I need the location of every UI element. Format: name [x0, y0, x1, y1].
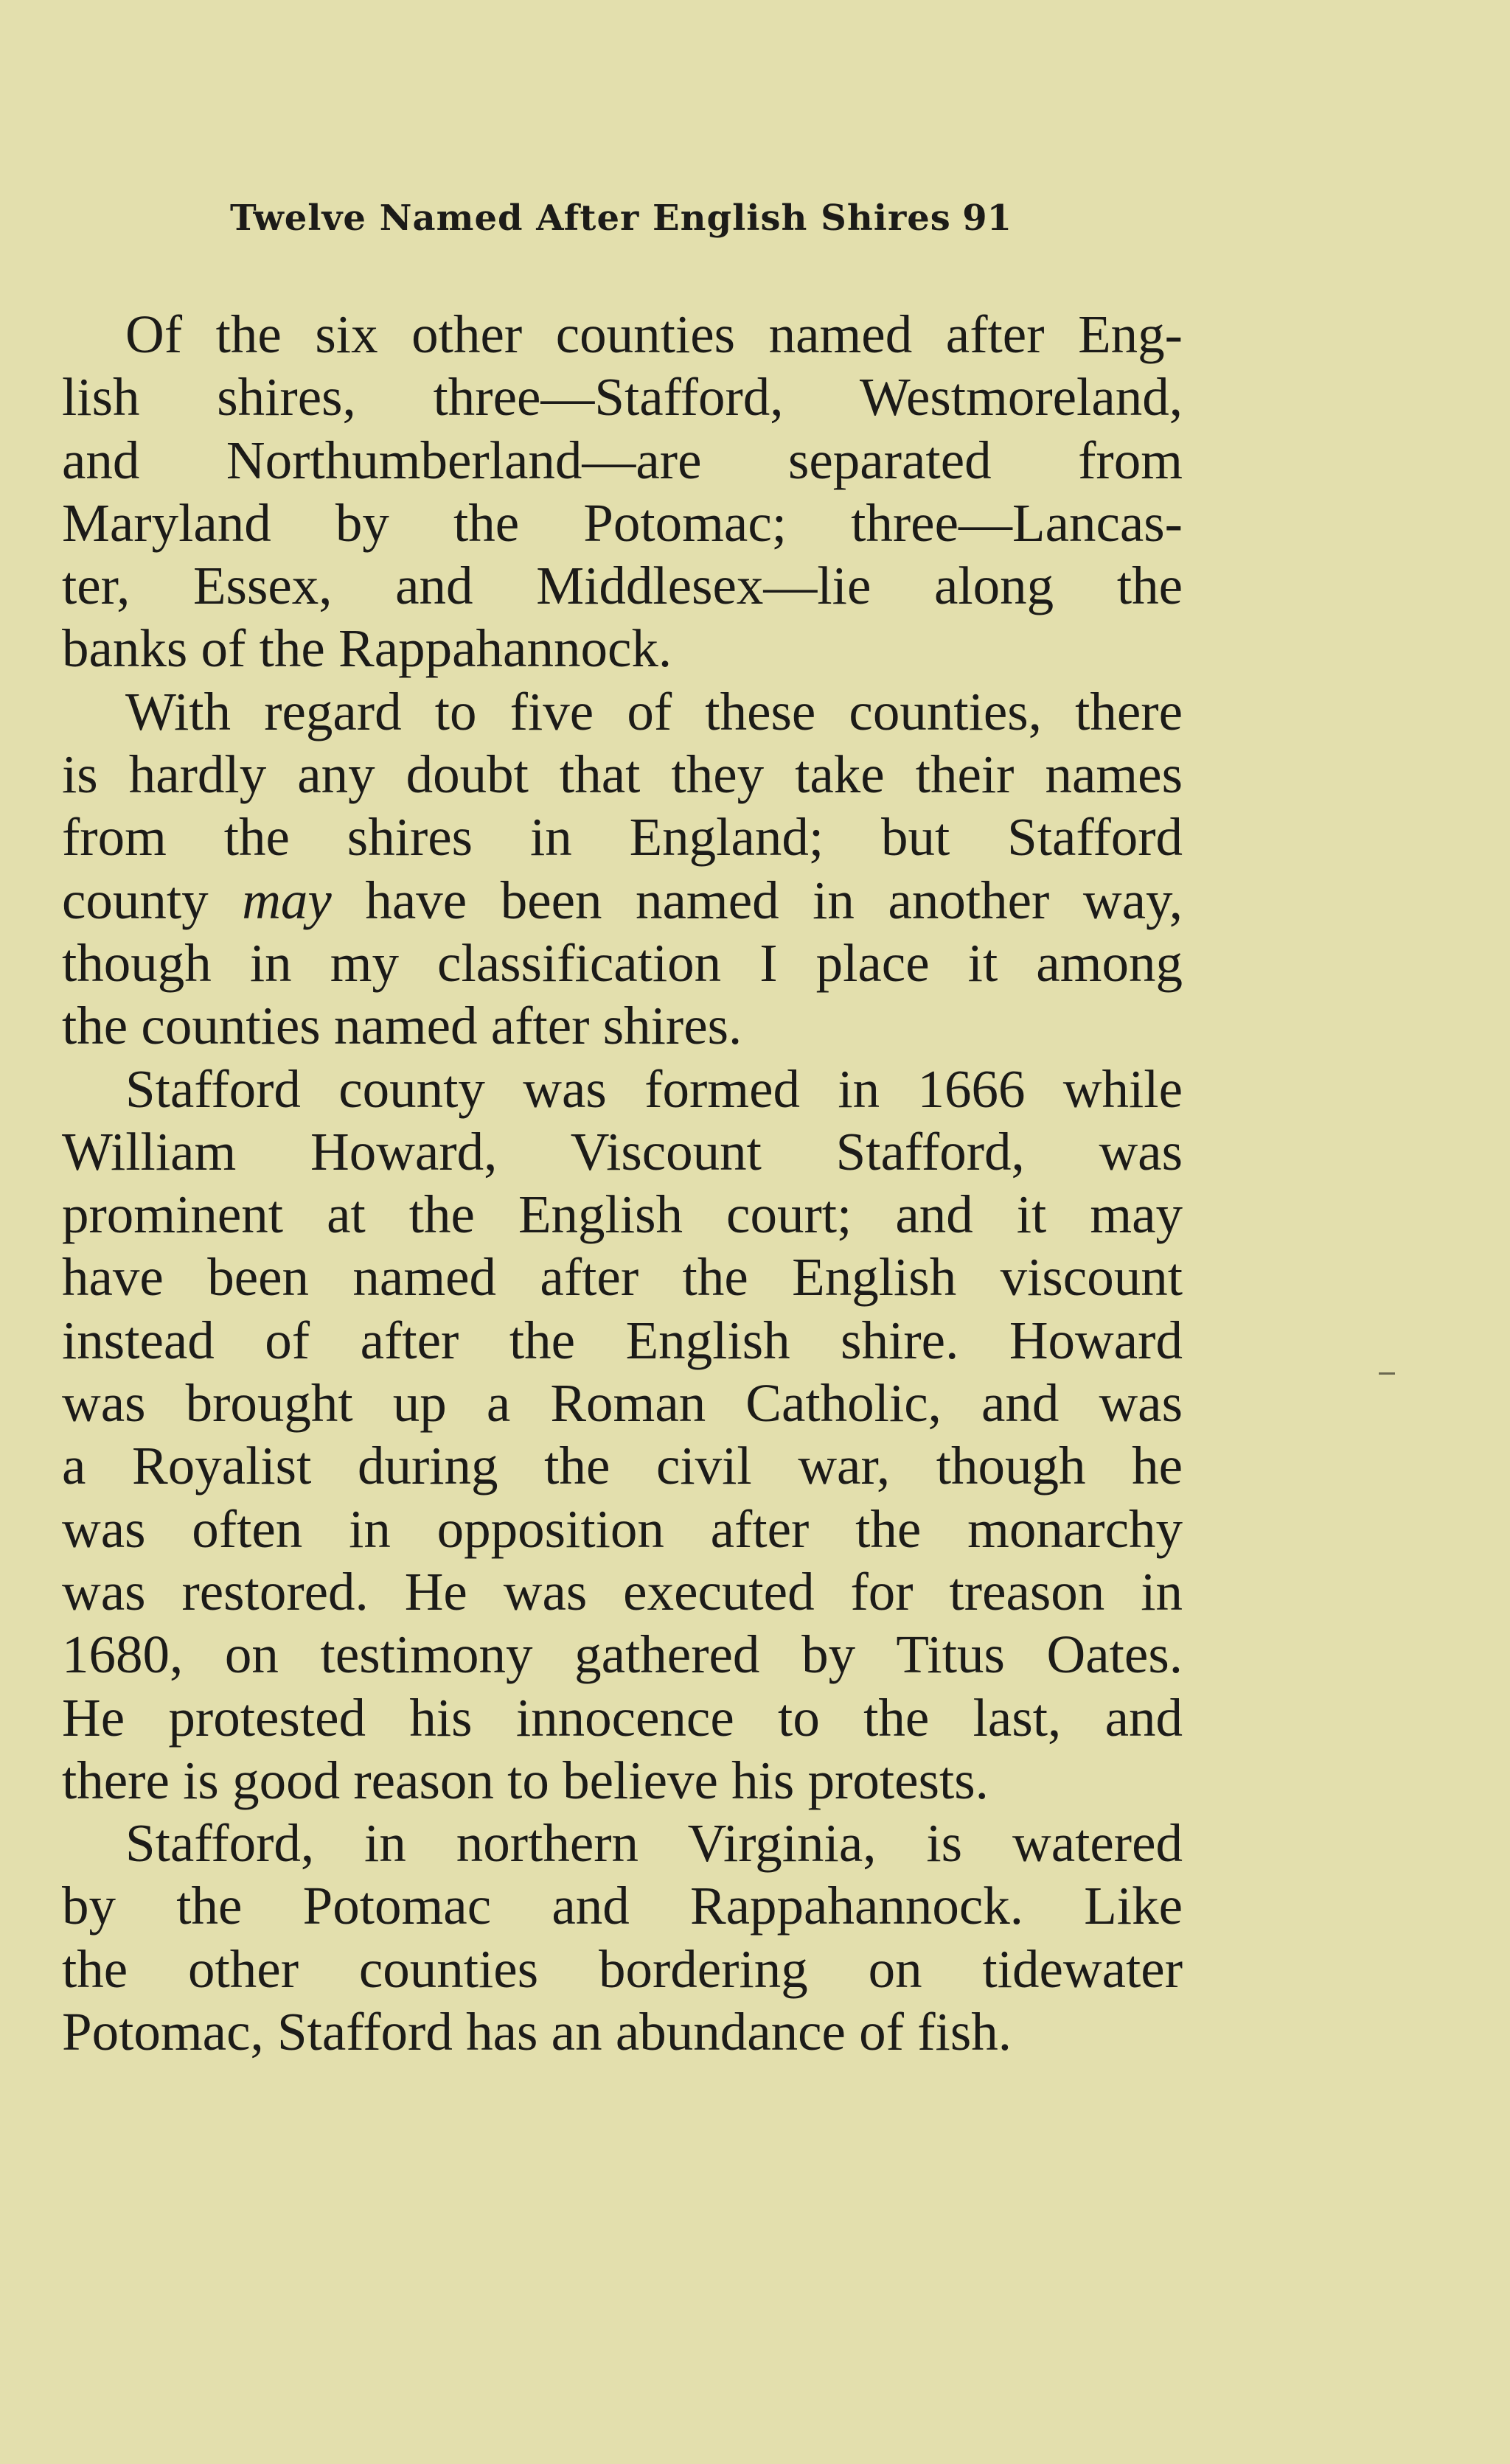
text-line: was brought up a Roman Catholic, and was	[62, 1373, 1183, 1434]
italic-word: may	[242, 870, 332, 930]
text-line: the counties named after shires.	[62, 996, 742, 1056]
text-line: With regard to five of these counties, there	[125, 681, 1183, 741]
text-line: was often in opposition after the monarchy	[62, 1498, 1183, 1559]
text-line: Of the six other counties named after Eng-	[125, 304, 1183, 364]
text-fragment: county	[62, 870, 243, 930]
running-title: Twelve Named After English Shires	[230, 198, 951, 239]
text-line: from the shires in England; but Stafford	[62, 807, 1183, 868]
text-line: Stafford, in northern Virginia, is watered	[125, 1813, 1183, 1874]
text-line: Stafford county was formed in 1666 while	[125, 1058, 1183, 1119]
text-line: ter, Essex, and Middlesex—lie along the	[62, 556, 1183, 616]
text-line: is hardly any doubt that they take their names	[62, 744, 1183, 805]
text-line-with-italic	[62, 869, 1183, 932]
text-line: have been named after the English viscount	[62, 1247, 1183, 1308]
paragraph-3	[62, 1058, 1183, 1812]
body-text	[62, 303, 1183, 2063]
text-line: prominent at the English court; and it may	[62, 1184, 1183, 1245]
text-line: by the Potomac and Rappahannock. Like	[62, 1876, 1183, 1936]
margin-mark	[1379, 1372, 1395, 1375]
text-line: was restored. He was executed for treason in	[62, 1561, 1183, 1622]
text-line: lish shires, three—Stafford, Westmoreland,	[62, 367, 1183, 427]
paragraph-1	[62, 303, 1183, 680]
text-line: a Royalist during the civil war, though he	[62, 1436, 1183, 1496]
paragraph-2	[62, 680, 1183, 1058]
text-line: He protested his innocence to the last, and	[62, 1687, 1183, 1748]
text-line: the other counties bordering on tidewater	[62, 1938, 1183, 1999]
text-line: though in my classification I place it among	[62, 932, 1183, 993]
text-line: there is good reason to believe his protests.	[62, 1750, 989, 1810]
page-number: 91	[962, 198, 1012, 239]
text-line: William Howard, Viscount Stafford, was	[62, 1121, 1183, 1182]
running-head	[230, 198, 1012, 249]
text-fragment: have been named in another way,	[331, 870, 1183, 930]
text-line: and Northumberland—are separated from	[62, 430, 1183, 490]
text-line: instead of after the English shire. Howard	[62, 1310, 1183, 1370]
text-line: banks of the Rappahannock.	[62, 618, 672, 679]
text-line: Potomac, Stafford has an abundance of fish.	[62, 2002, 1012, 2062]
text-line: Maryland by the Potomac; three—Lancas-	[62, 492, 1183, 553]
paragraph-4	[62, 1812, 1183, 2063]
text-line: 1680, on testimony gathered by Titus Oates.	[62, 1624, 1183, 1685]
